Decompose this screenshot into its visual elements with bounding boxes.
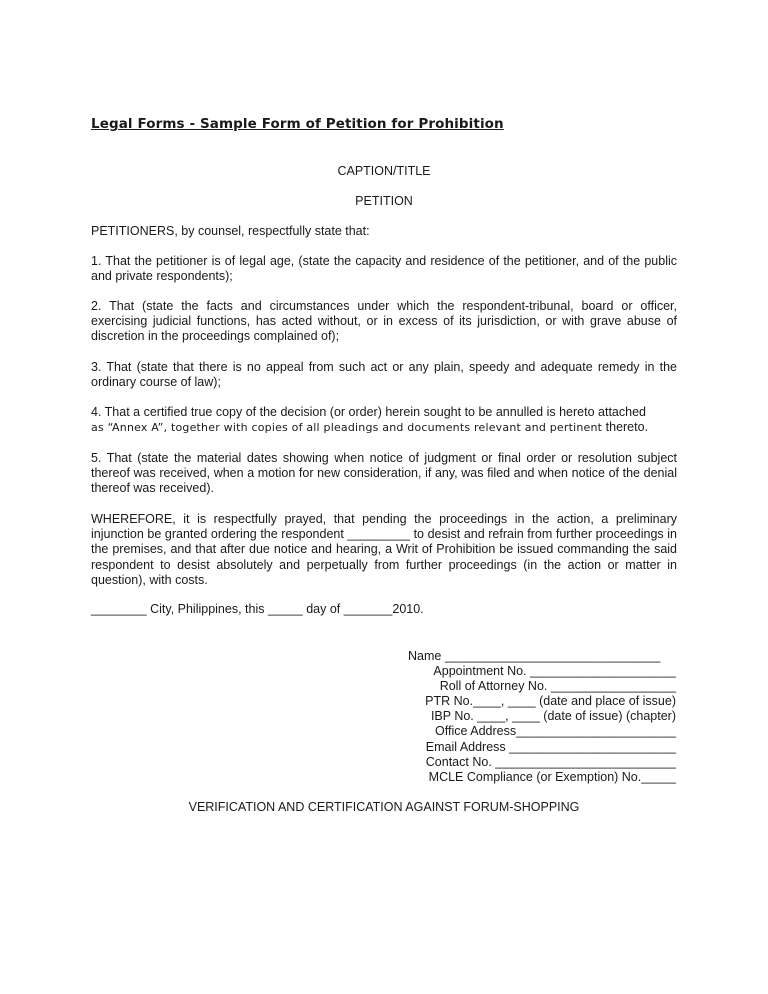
paragraph-4-line-2	[91, 420, 677, 435]
dateline: ________ City, Philippines, this _____ day of _______2010.	[91, 602, 424, 616]
paragraph-5: 5. That (state the material dates showing when notice of judgment or final order or resolution subject thereof was received, when a motion for new consideration, if any, was filed and when notice of the denial thereof was received).	[91, 451, 677, 496]
caption-title: CAPTION/TITLE	[337, 164, 431, 178]
signature-roll-of-attorney: Roll of Attorney No. __________________	[439, 679, 676, 694]
wherefore-paragraph: WHEREFORE, it is respectfully prayed, that pending the proceedings in the action, a preliminary injunction be granted ordering the respondent _________ to desist and refrain from further proceedings in the premises, and that after due notice and hearing, a Writ of Prohibition be issued commanding the said respondent to desist absolutely and perpetually from further proceedings (in the action or matter in question), with costs.	[91, 512, 677, 587]
verification-heading: VERIFICATION AND CERTIFICATION AGAINST FORUM-SHOPPING	[188, 800, 580, 814]
signature-ptr: PTR No.____, ____ (date and place of issue)	[425, 694, 676, 709]
paragraph-2: 2. That (state the facts and circumstances under which the respondent-tribunal, board or officer, exercising judicial functions, has acted without, or in excess of its jurisdiction, or with grave abuse of discretion in the proceedings complained of);	[91, 299, 677, 344]
document-title: Legal Forms - Sample Form of Petition for Prohibition	[91, 116, 504, 132]
paragraph-1: 1. That the petitioner is of legal age, (state the capacity and residence of the petitioner, and of the public and private respondents);	[91, 254, 677, 284]
signature-contact-no: Contact No. __________________________	[425, 754, 676, 769]
paragraph-4-annex-text: as “Annex A”, together with copies of all pleadings and documents relevant and pertinent	[91, 421, 603, 435]
signature-appointment: Appointment No. _____________________	[433, 664, 676, 679]
petition-heading: PETITION	[355, 194, 413, 208]
paragraph-4-line-1: 4. That a certified true copy of the decision (or order) herein sought to be annulled is hereto attached	[91, 405, 646, 419]
signature-office-address: Office Address_______________________	[435, 724, 676, 739]
paragraph-3: 3. That (state that there is no appeal from such act or any plain, speedy and adequate remedy in the ordinary course of law);	[91, 360, 677, 390]
signature-mcle: MCLE Compliance (or Exemption) No._____	[428, 769, 676, 784]
paragraph-4	[91, 405, 677, 435]
signature-block	[404, 649, 676, 785]
signature-name: Name _______________________________	[408, 649, 661, 663]
signature-ibp: IBP No. ____, ____ (date of issue) (chapter)	[430, 709, 676, 724]
paragraph-4-suffix: thereto.	[602, 420, 649, 435]
intro-paragraph: PETITIONERS, by counsel, respectfully state that:	[91, 224, 370, 238]
signature-email-address: Email Address ________________________	[425, 739, 676, 754]
